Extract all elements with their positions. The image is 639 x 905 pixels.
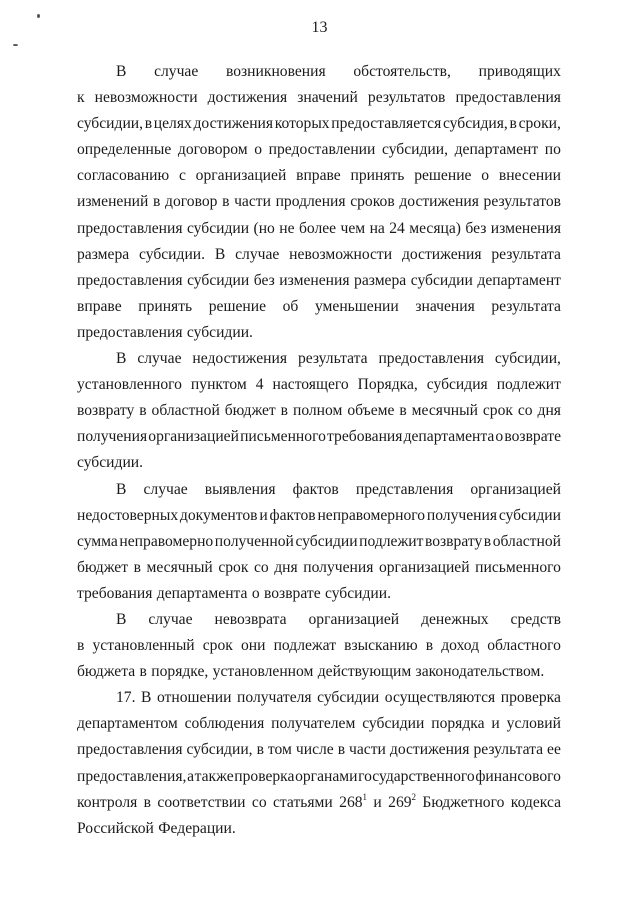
- word: Российской: [77, 819, 154, 837]
- word: результата: [491, 297, 561, 315]
- word: взысканию: [344, 637, 418, 655]
- text-line: [77, 764, 561, 790]
- word: также: [194, 767, 234, 785]
- word: том: [267, 741, 292, 759]
- word: случае: [235, 245, 280, 263]
- text-line: [77, 294, 561, 320]
- word: достижения: [389, 741, 470, 759]
- word: отношении: [156, 689, 232, 707]
- word: возврату: [424, 532, 483, 550]
- text-line: [77, 790, 561, 816]
- word: субсидии,: [77, 115, 144, 133]
- word: в: [139, 663, 147, 681]
- text-line: [77, 320, 561, 346]
- word: и: [259, 506, 268, 524]
- word: бюджет: [77, 558, 129, 576]
- word: достижения: [207, 89, 288, 107]
- word: случае: [148, 610, 193, 628]
- word: предоставления: [455, 89, 561, 107]
- word: возврату: [77, 402, 135, 420]
- word: недостижения: [192, 350, 288, 368]
- word: субсидии: [498, 506, 561, 524]
- word: областной: [492, 532, 561, 550]
- document-body: [77, 59, 561, 842]
- word: результатов: [367, 89, 446, 107]
- word: о: [254, 141, 263, 159]
- word: Порядка,: [357, 376, 418, 394]
- word: случае: [137, 350, 182, 368]
- text-line: [77, 216, 561, 242]
- word: в: [222, 193, 230, 211]
- word: принять: [350, 167, 405, 185]
- word: изменений: [77, 193, 149, 211]
- word: значений: [297, 89, 358, 107]
- word: более: [298, 219, 337, 237]
- scan-speck: [13, 44, 18, 46]
- word: месяца): [409, 219, 461, 237]
- word: со: [517, 402, 533, 420]
- word: предоставлении: [268, 141, 376, 159]
- word: предоставления: [77, 741, 183, 759]
- paragraph: [77, 59, 561, 346]
- word: и: [373, 793, 382, 811]
- text-line: [77, 398, 561, 424]
- word: случае: [143, 480, 188, 498]
- text-line: [77, 111, 561, 137]
- word: получения: [426, 506, 498, 524]
- word: обстоятельств,: [353, 63, 451, 80]
- word: фактов: [269, 506, 316, 524]
- word: в: [144, 115, 153, 133]
- word: невозможности: [289, 245, 393, 263]
- word: порядке,: [151, 663, 209, 681]
- word: в: [280, 402, 289, 420]
- word: к: [77, 89, 85, 107]
- word: чем: [340, 219, 366, 237]
- word: результата: [491, 245, 561, 263]
- word: субсидии.: [139, 245, 206, 263]
- word: достижения: [401, 245, 482, 263]
- word: денежных: [421, 610, 489, 628]
- word: неправомерно: [119, 532, 214, 550]
- word: дня: [274, 558, 298, 576]
- word: договор: [165, 193, 218, 211]
- word: областного: [487, 637, 561, 655]
- word: установленного: [77, 376, 182, 394]
- word: месячный: [411, 402, 478, 420]
- word: субсидия,: [442, 115, 508, 133]
- word: подлежит: [496, 376, 561, 394]
- text-line: [77, 503, 561, 529]
- word: достижения: [399, 193, 479, 211]
- word: а: [187, 767, 194, 785]
- word: В: [141, 689, 152, 707]
- word: 24: [389, 219, 405, 237]
- word: части: [349, 741, 386, 759]
- word: сроков: [350, 193, 395, 211]
- word: средств: [510, 610, 561, 628]
- word: срок: [218, 558, 249, 576]
- word: подлежат: [273, 637, 337, 655]
- word: субсидии: [295, 532, 358, 550]
- word: предоставляется: [331, 115, 442, 133]
- word: субсидии,: [186, 741, 253, 759]
- word: представления: [355, 480, 454, 498]
- word: организацией: [148, 428, 239, 446]
- word: о: [481, 167, 490, 185]
- word: установленный: [92, 637, 195, 655]
- text-line: [77, 59, 561, 85]
- word: невозможности: [94, 89, 198, 107]
- word: организацией: [378, 558, 470, 576]
- text-line: [77, 581, 561, 607]
- word: бюджет: [224, 402, 276, 420]
- word: фактов: [292, 480, 339, 498]
- word: государственного: [358, 767, 475, 785]
- scan-speck: [37, 14, 40, 18]
- word: предоставления,: [77, 767, 187, 785]
- word: срок: [482, 402, 513, 420]
- word: проверка: [234, 767, 295, 785]
- word: Федерации.: [158, 819, 236, 837]
- word: выявления: [204, 480, 276, 498]
- word: установленном: [212, 663, 314, 681]
- word: бюджета: [77, 663, 136, 681]
- word: В: [214, 245, 226, 263]
- word: письменного: [240, 428, 326, 446]
- word: документов: [179, 506, 258, 524]
- word: которых: [274, 115, 330, 133]
- word: субсидии.: [77, 454, 144, 472]
- word: в: [77, 637, 85, 655]
- word: значения: [415, 297, 475, 315]
- word: подлежит: [359, 532, 424, 550]
- word: пунктом: [190, 376, 247, 394]
- word: определенные: [77, 141, 172, 159]
- text-line: [77, 137, 561, 163]
- word: продления: [275, 193, 346, 211]
- text-line: [77, 346, 561, 372]
- word: достижения: [193, 115, 274, 133]
- paragraph: [77, 477, 561, 607]
- word: случае: [154, 63, 199, 80]
- word: изменения: [490, 219, 561, 237]
- text-line: [77, 85, 561, 111]
- word: со: [251, 793, 267, 811]
- word: не: [279, 219, 295, 237]
- word: в: [337, 741, 346, 759]
- word: В: [116, 480, 127, 498]
- word: в: [153, 193, 161, 211]
- word: настоящего: [272, 376, 349, 394]
- word: на: [369, 219, 385, 237]
- word: финансового: [475, 767, 561, 785]
- word: получателем: [271, 715, 356, 733]
- word: невозврата: [214, 610, 287, 628]
- word: приводящих: [478, 63, 561, 80]
- word: договором: [177, 141, 248, 159]
- word: предоставления: [378, 350, 485, 368]
- word: доход: [441, 637, 480, 655]
- word: субсидии: [187, 271, 250, 289]
- word: департамента: [403, 428, 495, 446]
- word: вправе: [77, 297, 122, 315]
- word: соответствии: [157, 793, 246, 811]
- word: полученной: [214, 532, 294, 550]
- text-line: [77, 711, 561, 737]
- word: изменения: [279, 271, 350, 289]
- word: в: [425, 637, 434, 655]
- word: возникновения: [225, 63, 326, 80]
- word: 4: [255, 376, 264, 394]
- word: условий: [506, 715, 561, 733]
- word: внесении: [498, 167, 561, 185]
- word: о: [251, 584, 260, 602]
- word: осуществляются: [384, 689, 496, 707]
- word: кодекса: [510, 793, 561, 811]
- word: полном: [292, 402, 343, 420]
- word: они: [240, 637, 266, 655]
- word: департаментом: [77, 715, 178, 733]
- word: В: [116, 63, 127, 80]
- word: в: [143, 793, 152, 811]
- word: получения: [303, 558, 374, 576]
- text-line: [77, 242, 561, 268]
- text-line: [77, 685, 561, 711]
- word: субсидии,: [381, 141, 449, 159]
- word: результатов: [483, 193, 561, 211]
- word: предоставления: [77, 271, 183, 289]
- word: и: [491, 715, 500, 733]
- word: без: [465, 219, 487, 237]
- word: по: [544, 141, 561, 159]
- word: требования: [77, 584, 153, 602]
- word: субсидии.: [324, 584, 392, 602]
- word: в: [256, 741, 264, 759]
- text-line: [77, 424, 561, 450]
- word: решение: [414, 167, 472, 185]
- text-line: [77, 816, 561, 842]
- word: департамент: [454, 141, 539, 159]
- word: результата: [473, 741, 544, 759]
- word: областной: [151, 402, 220, 420]
- word: субсидии: [362, 715, 425, 733]
- word: размера: [354, 271, 407, 289]
- word: сумма: [77, 532, 118, 550]
- word: результата: [297, 350, 368, 368]
- text-line: [77, 529, 561, 555]
- word: предоставления: [77, 219, 183, 237]
- text-line: [77, 189, 561, 215]
- paragraph: [77, 607, 561, 685]
- paragraph: [77, 685, 561, 842]
- word: со: [253, 558, 269, 576]
- word: в: [399, 402, 407, 420]
- word: организацией: [195, 167, 287, 185]
- text-line: [77, 163, 561, 189]
- word: уменьшении: [314, 297, 399, 315]
- word: (но: [253, 219, 275, 237]
- word: срок: [202, 637, 233, 655]
- word: возврате: [263, 584, 321, 602]
- text-line: [77, 372, 561, 398]
- paragraph: [77, 346, 561, 476]
- word: о: [495, 428, 504, 446]
- word: части: [234, 193, 271, 211]
- word: органами: [295, 767, 358, 785]
- word: получения: [77, 428, 148, 446]
- text-line: [77, 633, 561, 659]
- superscript: 1: [362, 791, 368, 802]
- word: в: [139, 402, 147, 420]
- text-line: [77, 268, 561, 294]
- word: получателя: [237, 689, 312, 707]
- word: месячный: [146, 558, 213, 576]
- word: организацией: [308, 610, 400, 628]
- word: дня: [537, 402, 561, 420]
- word: законодательством.: [415, 663, 545, 681]
- word: контроля: [77, 793, 138, 811]
- word: без: [253, 271, 275, 289]
- word: проверка: [500, 689, 561, 707]
- word: департамент: [477, 271, 561, 289]
- word: целях: [153, 115, 192, 133]
- word: субсидии.: [186, 323, 253, 341]
- word: 17.: [116, 689, 136, 707]
- word: с: [178, 167, 186, 185]
- word: требования: [327, 428, 403, 446]
- word: В: [116, 610, 127, 628]
- word: объеме: [347, 402, 395, 420]
- word: числе: [295, 741, 334, 759]
- word: предоставления: [77, 323, 183, 341]
- word: $269^2$: [388, 791, 417, 811]
- word: субсидии: [186, 219, 250, 237]
- word: Бюджетного: [422, 793, 505, 811]
- text-line: [77, 737, 561, 763]
- word: организацией: [470, 480, 561, 498]
- word: возврате: [504, 428, 561, 446]
- word: решение: [208, 297, 267, 315]
- word: письменного: [475, 558, 561, 576]
- word: об: [282, 297, 299, 315]
- word: недостоверных: [77, 506, 179, 524]
- text-line: [77, 659, 561, 685]
- word: вправе: [296, 167, 341, 185]
- word: субсидия: [426, 376, 488, 394]
- word: неправомерного: [317, 506, 426, 524]
- word: субсидии: [317, 689, 380, 707]
- word: В: [116, 350, 127, 368]
- word: субсидии: [410, 271, 473, 289]
- superscript: 2: [411, 791, 417, 802]
- word: в: [509, 115, 517, 133]
- text-line: [77, 477, 561, 503]
- word: в: [133, 558, 141, 576]
- word: статьями: [273, 793, 333, 811]
- word: в: [483, 532, 492, 550]
- word: принять: [138, 297, 193, 315]
- text-line: [77, 555, 561, 581]
- text-line: [77, 450, 561, 476]
- word: размера: [77, 245, 130, 263]
- word: департамента: [156, 584, 248, 602]
- word: сроки,: [518, 115, 561, 133]
- word: $268^1$: [339, 791, 368, 811]
- text-line: [77, 607, 561, 633]
- word: соблюдения: [184, 715, 265, 733]
- word: порядка: [431, 715, 485, 733]
- page-number: 13: [311, 19, 328, 36]
- word: действующим: [317, 663, 412, 681]
- word: согласованию: [77, 167, 170, 185]
- word: ее: [547, 741, 561, 759]
- word: субсидии,: [494, 350, 561, 368]
